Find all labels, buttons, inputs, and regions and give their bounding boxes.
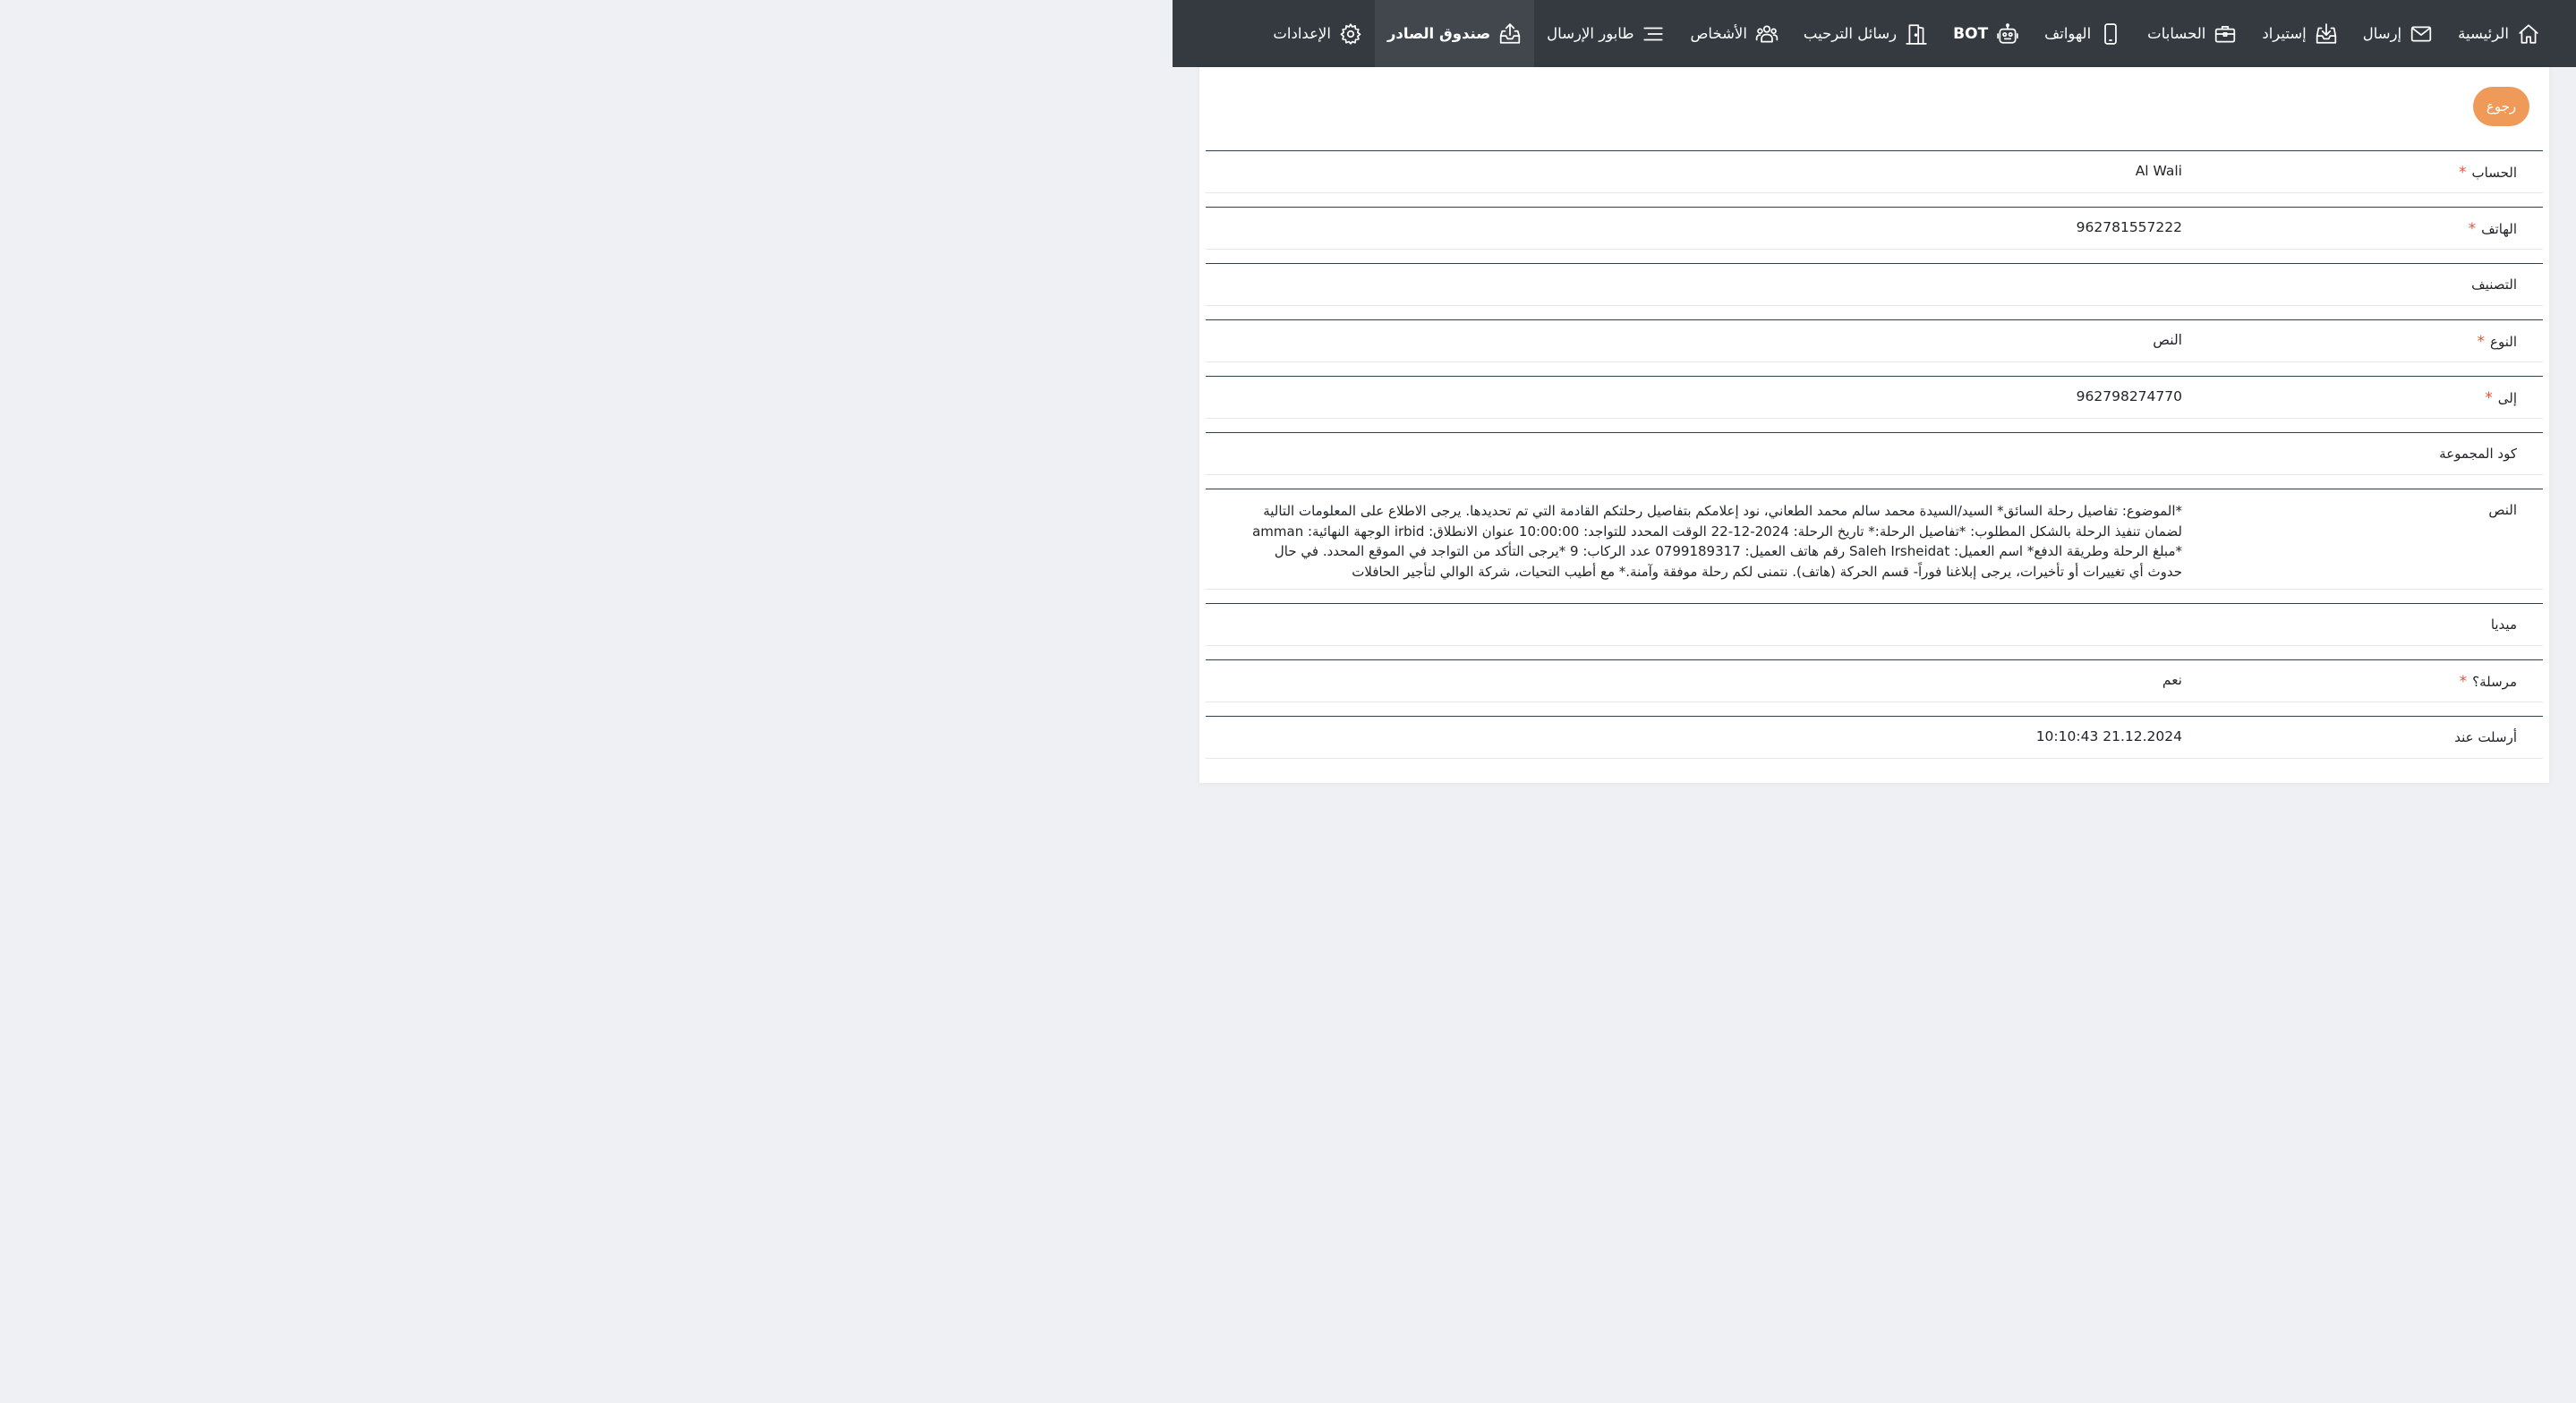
field-row-to bbox=[1206, 376, 2543, 419]
field-label bbox=[2488, 502, 2517, 518]
required-asterisk: * bbox=[2485, 389, 2493, 407]
nav-label: الإعدادات bbox=[1273, 25, 1331, 42]
nav-item-send-queue[interactable] bbox=[1534, 0, 1677, 67]
nav-label: BOT bbox=[1953, 24, 1989, 43]
nav-item-accounts[interactable] bbox=[2135, 0, 2249, 67]
detail-table bbox=[1206, 150, 2543, 772]
type-value: النص bbox=[2153, 332, 2182, 348]
required-asterisk: * bbox=[2468, 220, 2477, 238]
top-navbar bbox=[1173, 0, 2576, 67]
field-label-text: التصنيف bbox=[2471, 276, 2517, 293]
field-row-group-code bbox=[1206, 432, 2543, 475]
nav-item-phones[interactable] bbox=[2032, 0, 2135, 67]
nav-label: الحسابات bbox=[2147, 25, 2206, 42]
briefcase-icon bbox=[2213, 22, 2237, 46]
list-icon bbox=[1642, 22, 1665, 46]
import-icon bbox=[2315, 22, 2338, 46]
sent-at-value: 21.12.2024 10:10:43 bbox=[2035, 728, 2182, 744]
field-label bbox=[2459, 164, 2517, 182]
detail-card bbox=[1199, 67, 2549, 783]
home-icon bbox=[2517, 22, 2540, 46]
field-label-text: النوع bbox=[2490, 334, 2517, 350]
field-label-text: كود المجموعة bbox=[2439, 446, 2517, 462]
outbox-icon bbox=[1498, 22, 1522, 46]
nav-item-outbox[interactable] bbox=[1375, 0, 1534, 67]
required-asterisk: * bbox=[2459, 673, 2468, 691]
field-row-type bbox=[1206, 319, 2543, 362]
back-button[interactable]: رجوع bbox=[2473, 87, 2529, 126]
field-label-text: أرسلت عند bbox=[2454, 729, 2517, 745]
gear-icon bbox=[1339, 22, 1362, 46]
required-asterisk: * bbox=[2477, 333, 2486, 351]
field-row-account bbox=[1206, 150, 2543, 193]
nav-label: الرئيسية bbox=[2458, 25, 2509, 42]
message-text-value: *الموضوع: تفاصيل رحلة السائق* السيد/السيدة محمد سالم محمد الطعاني، نود إعلامكم بتفاصيل رحلتكم القادمة التي تم تحديدها. يرجى الاطلاع على المعلومات التالية لضمان تنفيذ الرحلة بالشكل المطلوب: *تفاصيل الرحلة:* تاريخ الرحلة: 2024-12-22 الوقت المحدد للتواجد: 10:00:00 عنوان الانطلاق: irbid الوجهة النهائية: amman *مبلغ الرحلة وطريقة الدفع* اسم العميل: Saleh Irsheidat رقم هاتف العميل: 0799189317 عدد الركاب: 9 *يرجى التأكد من التواجد في الموقع المحدد. في حال حدوث أي تغييرات أو تأخيرات، يرجى إبلاغنا فوراً- قسم الحركة (هاتف). نتمنى لكم رحلة موفقة وآمنة.* مع أطيب التحيات، شركة الوالي لتأجير الحافلات bbox=[1252, 503, 2182, 580]
field-label-text: إلى bbox=[2497, 390, 2517, 406]
nav-label: إستيراد bbox=[2262, 25, 2307, 42]
field-label bbox=[2454, 729, 2517, 745]
nav-item-settings[interactable] bbox=[1260, 0, 1375, 67]
field-label-text: الحساب bbox=[2471, 165, 2517, 181]
field-row-sent-at bbox=[1206, 716, 2543, 759]
nav-label: رسائل الترحيب bbox=[1803, 25, 1898, 42]
nav-label: صندوق الصادر bbox=[1386, 25, 1491, 42]
field-label-text: مرسلة؟ bbox=[2472, 674, 2517, 690]
people-icon bbox=[1755, 22, 1778, 46]
field-row-sent bbox=[1206, 659, 2543, 702]
field-label bbox=[2460, 673, 2517, 691]
to-value: 962798274770 bbox=[2076, 388, 2182, 404]
field-label-text: النص bbox=[2488, 502, 2517, 518]
nav-item-bot[interactable] bbox=[1941, 0, 2032, 67]
field-label-text: ميديا bbox=[2490, 616, 2517, 633]
required-asterisk: * bbox=[2459, 164, 2467, 182]
nav-label: طابور الإرسال bbox=[1547, 25, 1634, 42]
field-label bbox=[2491, 616, 2517, 633]
field-label bbox=[2471, 276, 2517, 293]
nav-item-home[interactable] bbox=[2445, 0, 2553, 67]
field-row-phone bbox=[1206, 207, 2543, 250]
nav-label: الأشخاص bbox=[1690, 25, 1747, 42]
nav-label: الهواتف bbox=[2044, 25, 2092, 42]
nav-item-welcome-messages[interactable] bbox=[1791, 0, 1941, 67]
field-row-text bbox=[1206, 489, 2543, 590]
phone-icon bbox=[2099, 22, 2122, 46]
phone-value: 962781557222 bbox=[2076, 219, 2182, 235]
door-icon bbox=[1905, 22, 1928, 46]
field-label bbox=[2478, 333, 2517, 351]
field-label bbox=[2469, 220, 2517, 238]
robot-icon bbox=[1996, 22, 2019, 46]
nav-item-people[interactable] bbox=[1677, 0, 1790, 67]
nav-menu bbox=[1260, 0, 2553, 67]
account-value: Al Wali bbox=[2135, 163, 2182, 179]
envelope-icon bbox=[2410, 22, 2433, 46]
field-row-category bbox=[1206, 263, 2543, 306]
field-row-media bbox=[1206, 603, 2543, 646]
nav-label: إرسال bbox=[2362, 25, 2402, 42]
nav-item-send[interactable] bbox=[2350, 0, 2445, 67]
nav-item-import[interactable] bbox=[2249, 0, 2350, 67]
field-label bbox=[2485, 389, 2517, 407]
field-label-text: الهاتف bbox=[2481, 221, 2517, 237]
sent-value: نعم bbox=[2162, 672, 2182, 688]
field-label bbox=[2439, 446, 2517, 462]
